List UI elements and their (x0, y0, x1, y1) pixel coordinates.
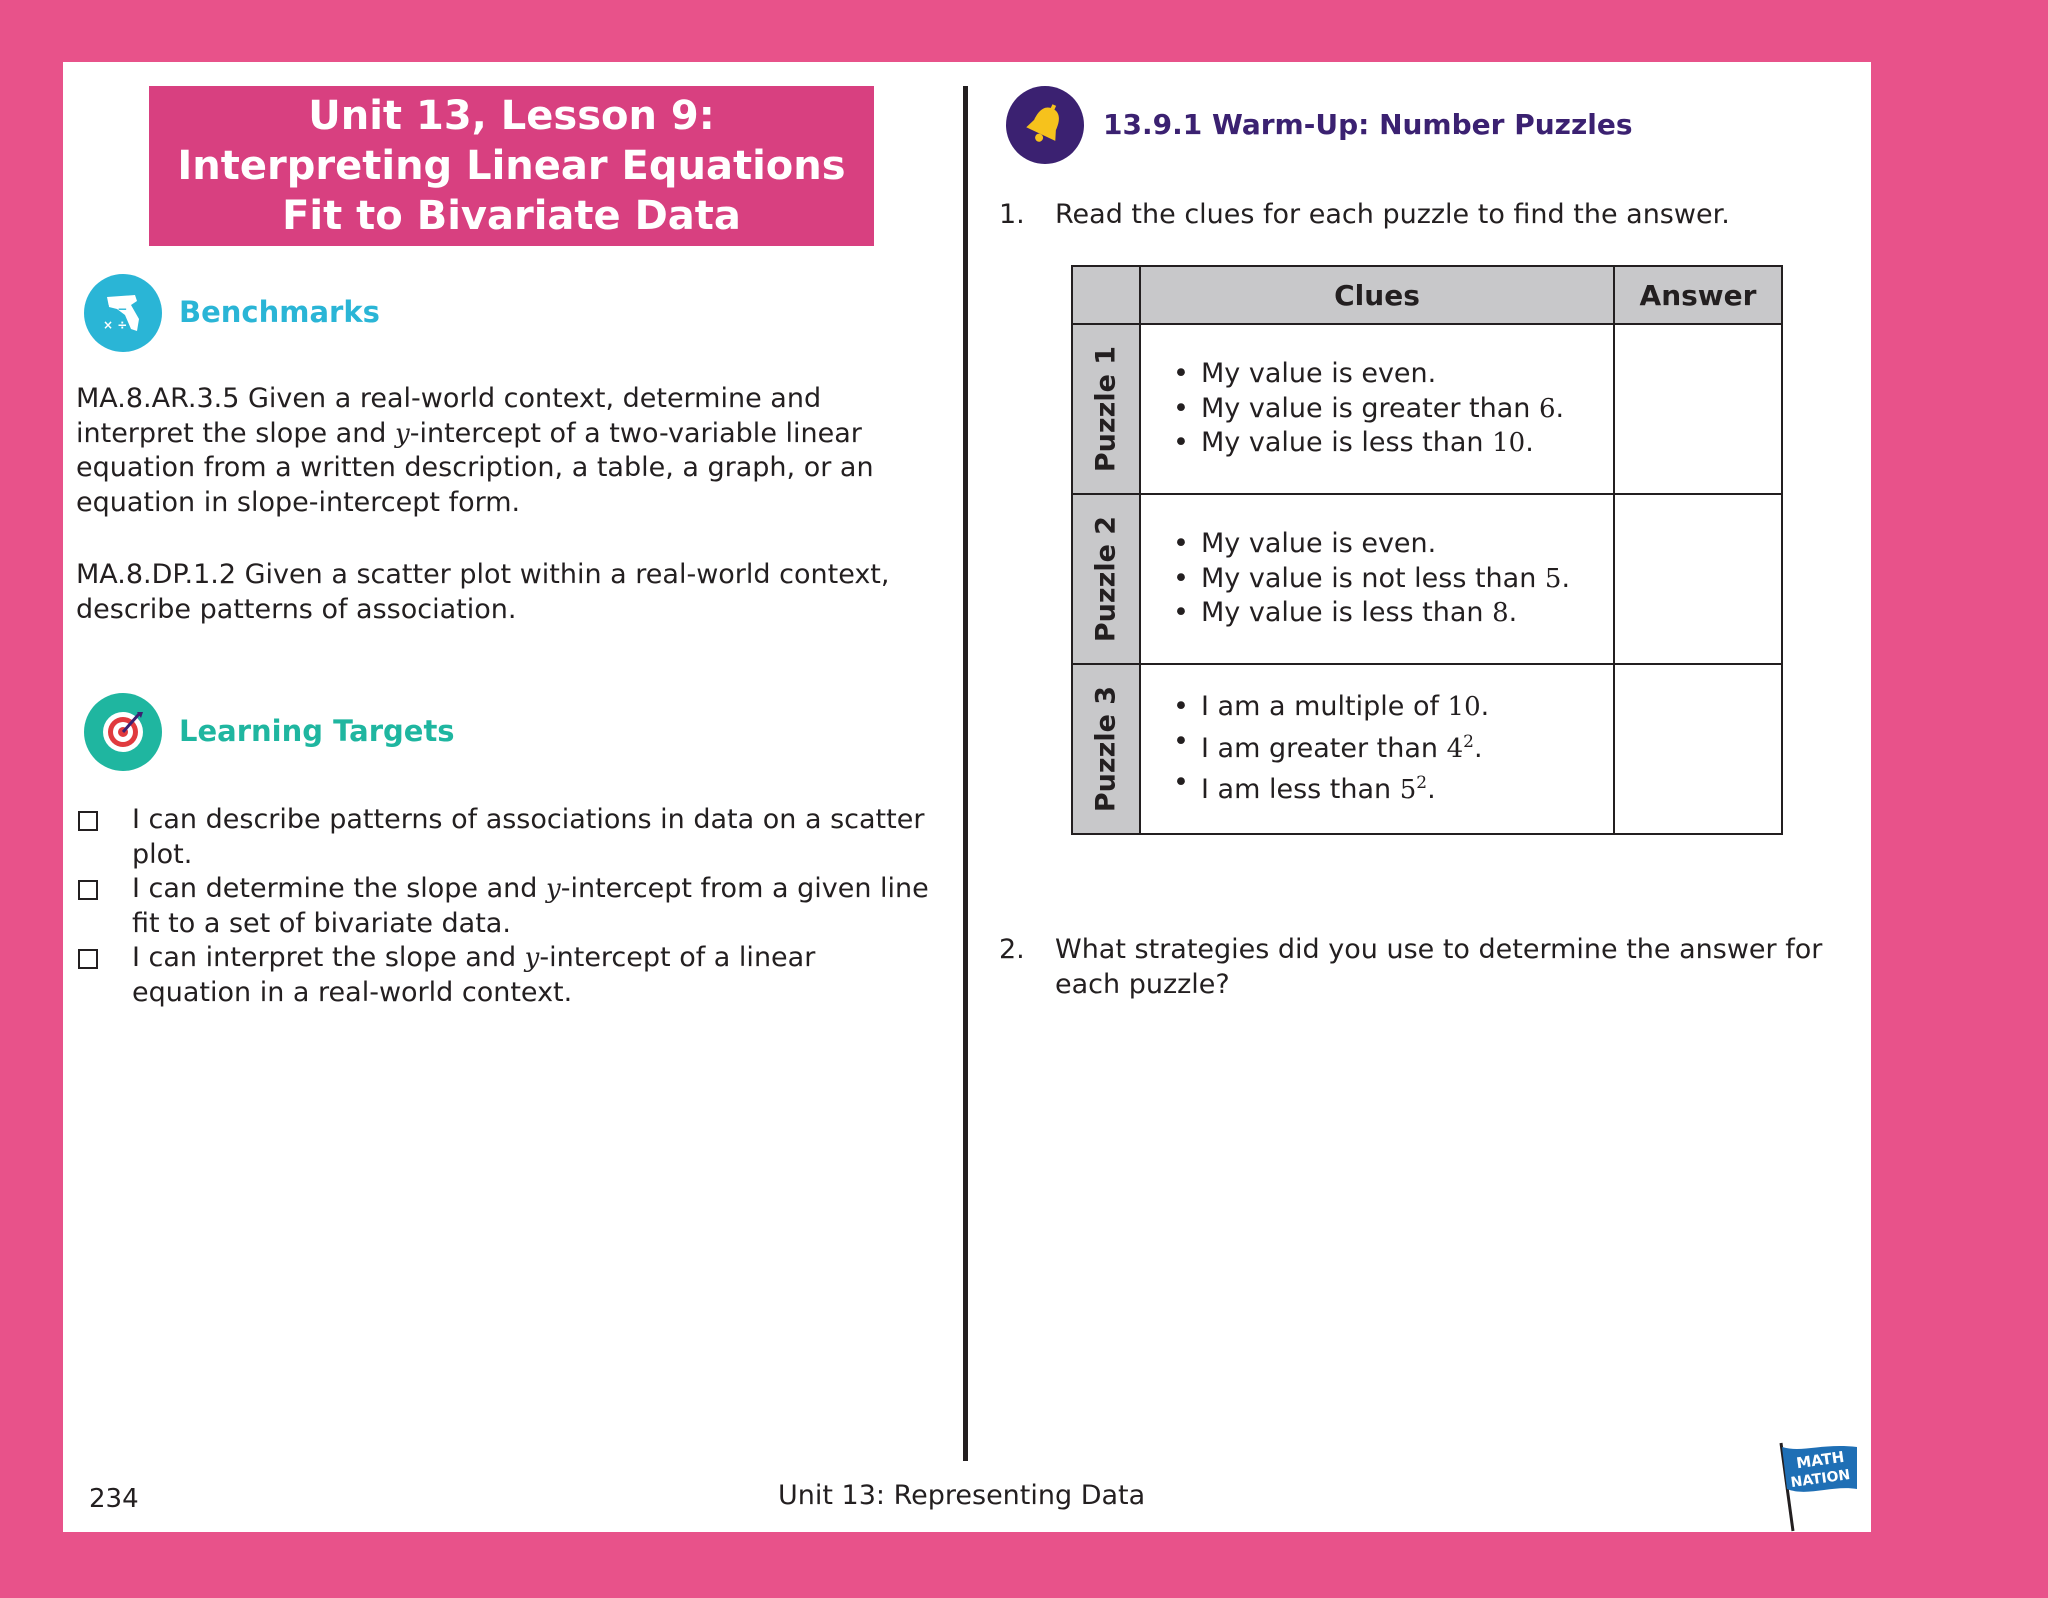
question-number: 2. (999, 934, 1025, 965)
puzzle-table (1071, 265, 1783, 835)
benchmarks-heading: Benchmarks (179, 295, 380, 329)
answer-cell[interactable] (1614, 324, 1782, 494)
lesson-title (149, 86, 874, 246)
table-row (1072, 324, 1782, 494)
bell-icon (1006, 86, 1084, 164)
title-line-3: Fit to Bivariate Data (282, 193, 741, 239)
benchmark-item: MA.8.DP.1.2 Given a scatter plot within a real-world context, describe patterns of association. (76, 559, 890, 625)
clue-item: • My value is not less than 5. (1173, 562, 1613, 597)
clue-item: • I am a multiple of 10. (1173, 690, 1613, 725)
table-corner (1072, 266, 1140, 324)
benchmark-item: MA.8.AR.3.5 Given a real-world context, determine and interpret the slope and y-intercept of a two-variable linear equation from a written description, a table, a graph, or an equation in slope-intercept form. (76, 383, 874, 518)
learning-targets-list (76, 803, 936, 1010)
column-divider (963, 86, 968, 1461)
clue-item: • I am greater than $4^2$. (1173, 725, 1613, 767)
clues-header: Clues (1140, 266, 1614, 324)
list-item: I can interpret the slope and y-intercept of a linear equation in a real-world context. (76, 941, 936, 1010)
footer-unit-title: Unit 13: Representing Data (778, 1480, 1146, 1511)
svg-text:+ −: + − (103, 302, 128, 316)
clue-item: • My value is less than 8. (1173, 596, 1613, 631)
learning-targets-heading: Learning Targets (179, 714, 455, 748)
puzzle-label: Puzzle 2 (1072, 494, 1140, 664)
florida-math-icon (84, 274, 162, 352)
table-row (1072, 664, 1782, 834)
clues-cell (1140, 494, 1614, 664)
target-checkbox[interactable] (78, 880, 98, 900)
answer-header: Answer (1614, 266, 1782, 324)
clue-item: • My value is even. (1173, 527, 1613, 562)
clues-cell (1140, 664, 1614, 834)
worksheet-page (63, 62, 1871, 1532)
clue-item: • My value is greater than 6. (1173, 392, 1613, 427)
title-line-2: Interpreting Linear Equations (177, 143, 846, 189)
clue-item: • My value is even. (1173, 357, 1613, 392)
target-checkbox[interactable] (78, 949, 98, 969)
list-item: I can describe patterns of associations in data on a scatter plot. (76, 803, 936, 872)
target-checkbox[interactable] (78, 811, 98, 831)
puzzle-label: Puzzle 3 (1072, 664, 1140, 834)
question-text: What strategies did you use to determine the answer for each puzzle? (1055, 934, 1823, 1000)
svg-text:× ÷: × ÷ (103, 318, 128, 332)
clue-item: • I am less than $5^2$. (1173, 766, 1613, 808)
question-text: Read the clues for each puzzle to find the answer. (1055, 199, 1730, 230)
title-line-1: Unit 13, Lesson 9: (308, 93, 715, 139)
clues-cell (1140, 324, 1614, 494)
list-item: I can determine the slope and y-intercept from a given line fit to a set of bivariate data. (76, 872, 936, 941)
answer-cell[interactable] (1614, 494, 1782, 664)
target-icon (84, 693, 162, 771)
question-number: 1. (999, 199, 1025, 230)
warmup-heading: 13.9.1 Warm-Up: Number Puzzles (1103, 108, 1633, 141)
table-row (1072, 494, 1782, 664)
answer-cell[interactable] (1614, 664, 1782, 834)
svg-text:MATH: MATH (1795, 1447, 1846, 1473)
page-number: 234 (89, 1484, 139, 1514)
puzzle-label: Puzzle 1 (1072, 324, 1140, 494)
math-nation-logo (1777, 1441, 1863, 1533)
svg-text:NATION: NATION (1789, 1466, 1852, 1492)
clue-item: • My value is less than 10. (1173, 426, 1613, 461)
